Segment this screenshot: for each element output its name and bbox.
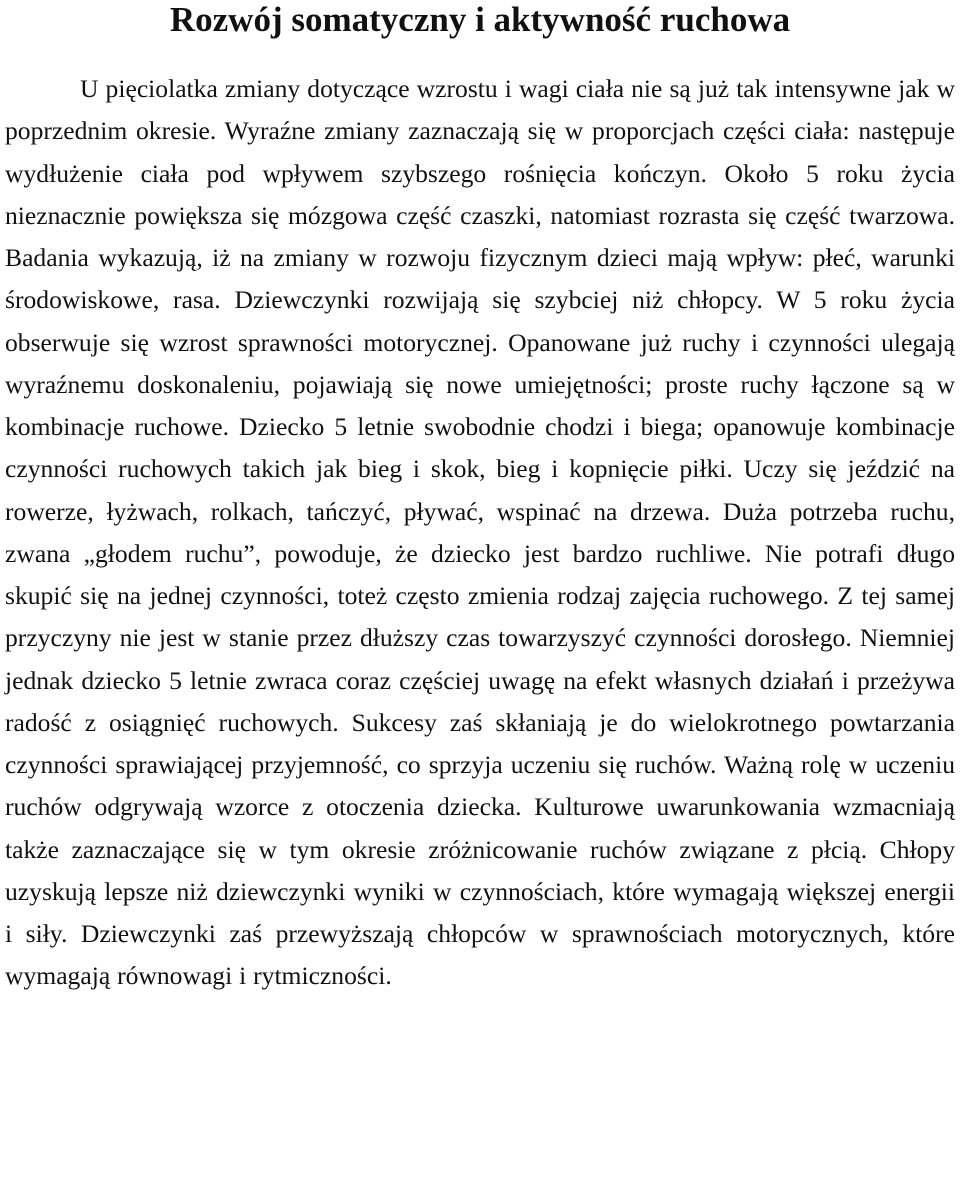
- body-paragraph: U pięciolatka zmiany dotyczące wzrostu i wagi ciała nie są już tak intensywne jak w poprzednim okresie. Wyraźne zmiany zaznaczają się w proporcjach części ciała: następuje wydłużenie ciała pod wpływem szybszego rośnięcia kończyn. Około 5 roku życia nieznacznie powiększa się mózgowa część czaszki, natomiast rozrasta się część twarzowa. Badania wykazują, iż na zmiany w rozwoju fizycznym dzieci mają wpływ: płeć, warunki środowiskowe, rasa. Dziewczynki rozwijają się szybciej niż chłopcy. W 5 roku życia obserwuje się wzrost sprawności motorycznej. Opanowane już ruchy i czynności ulegają wyraźnemu doskonaleniu, pojawiają się nowe umiejętności; proste ruchy łączone są w kombinacje ruchowe. Dziecko 5 letnie swobodnie chodzi i biega; opanowuje kombinacje czynności ruchowych takich jak bieg i skok, bieg i kopnięcie piłki. Uczy się jeździć na rowerze, łyżwach, rolkach, tańczyć, pływać, wspinać na drzewa. Duża potrzeba ruchu, zwana „głodem ruchu”, powoduje, że dziecko jest bardzo ruchliwe. Nie potrafi długo skupić się na jednej czynności, toteż często zmienia rodzaj zajęcia ruchowego. Z tej samej przyczyny nie jest w stanie przez dłuższy czas towarzyszyć czynności dorosłego. Niemniej jednak dziecko 5 letnie zwraca coraz częściej uwagę na efekt własnych działań i przeżywa radość z osiągnięć ruchowych. Sukcesy zaś skłaniają je do wielokrotnego powtarzania czynności sprawiającej przyjemność, co sprzyja uczeniu się ruchów. Ważną rolę w uczeniu ruchów odgrywają wzorce z otoczenia dziecka. Kulturowe uwarunkowania wzmacniają także zaznaczające się w tym okresie zróżnicowanie ruchów związane z płcią. Chłopy uzyskują lepsze niż dziewczynki wyniki w czynnościach, które wymagają większej energii i siły. Dziewczynki zaś przewyższają chłopców w sprawnościach motorycznych, które wymagają równowagi i rytmiczności.: [5, 74, 955, 991]
- page-title: Rozwój somatyczny i aktywność ruchowa: [169, 0, 791, 39]
- document-page: [5, 0, 955, 1190]
